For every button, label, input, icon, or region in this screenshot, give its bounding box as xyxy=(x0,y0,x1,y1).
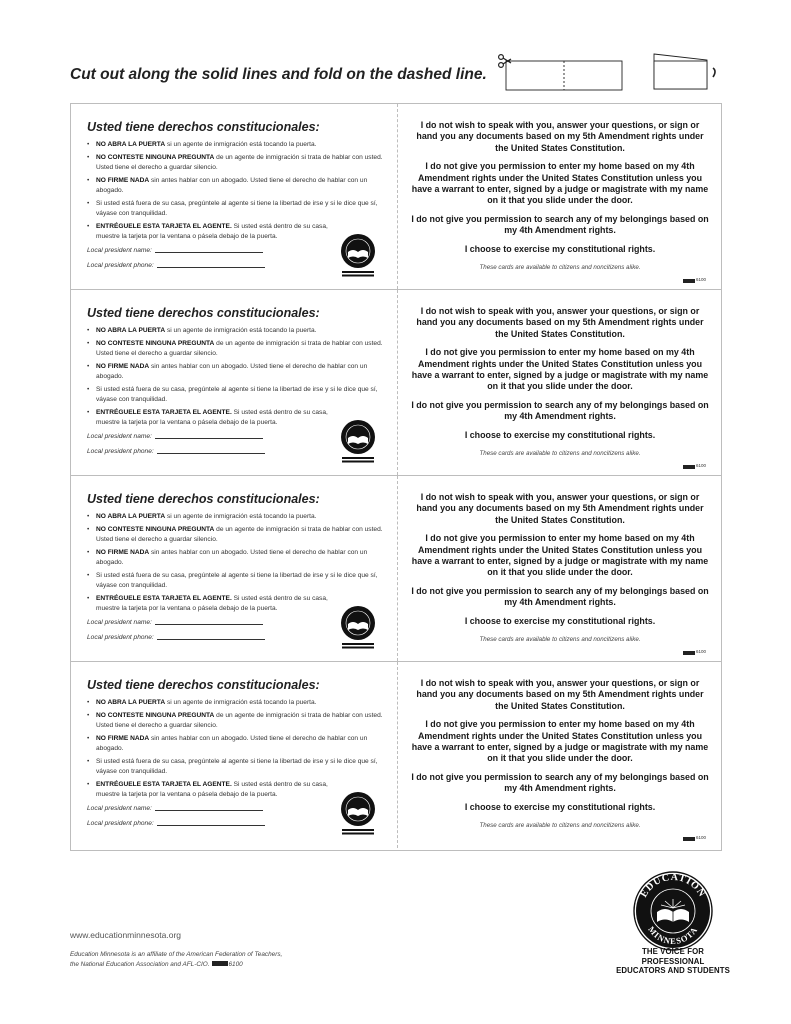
statement-exercise-rights: I choose to exercise my constitutional rights. xyxy=(464,615,656,626)
statement-5th-amendment: I do not wish to speak with you, answer your questions, or sign or hand you any documents based on my 5th Amendment rights under the United States Constitution. xyxy=(416,306,704,339)
president-name-field: Local president name: xyxy=(87,805,387,815)
president-name-field: Local president name: xyxy=(87,247,387,257)
education-minnesota-seal xyxy=(333,416,383,466)
statement-4th-amendment-home: I do not give you permission to enter my home based on my 4th Amendment rights under the United States Constitution unless you have a warrant to enter, signed by a judge or magistrate with my name on it that you slide under the door. xyxy=(411,719,709,764)
rights-card xyxy=(71,104,721,290)
right-item: • NO CONTESTE NINGUNA PREGUNTA de un agente de inmigración si trata de hablar con usted. Usted tiene el derecho a guardar silencio. xyxy=(87,525,387,545)
rights-card xyxy=(71,662,721,848)
statement-4th-amendment-search: I do not give you permission to search any of my belongings based on my 4th Amendment rights. xyxy=(411,771,709,794)
union-number: 6100 xyxy=(696,463,707,468)
right-item: • ENTRÉGUELE ESTA TARJETA EL AGENTE. Si usted está dentro de su casa, muestre la tarjeta por la ventana o pásela debajo de la puerta. xyxy=(87,222,328,242)
rights-list xyxy=(87,326,387,428)
card-english-side xyxy=(409,306,711,466)
president-phone-field: Local president phone: xyxy=(87,634,387,644)
statement-4th-amendment-home: I do not give you permission to enter my home based on my 4th Amendment rights under the United States Constitution unless you have a warrant to enter, signed by a judge or magistrate with my name on it that you slide under the door. xyxy=(411,347,709,392)
right-item: • Si usted está fuera de su casa, pregúntele al agente si tiene la libertad de irse y si le dice que sí, váyase con tranquilidad. xyxy=(87,757,387,777)
rights-list xyxy=(87,512,387,614)
right-item: • Si usted está fuera de su casa, pregúntele al agente si tiene la libertad de irse y si le dice que sí, váyase con tranquilidad. xyxy=(87,385,387,405)
right-item: • NO ABRA LA PUERTA si un agente de inmigración está tocando la puerta. xyxy=(87,512,387,522)
logo-tagline: THE VOICE FOR PROFESSIONAL EDUCATORS AND STUDENTS xyxy=(616,947,730,975)
rights-list xyxy=(87,140,387,242)
union-bug xyxy=(683,465,695,469)
union-bug xyxy=(683,651,695,655)
affiliation-text: Education Minnesota is an affiliate of the American Federation of Teachers, the National Education Association and AFL-CIO. 6100 xyxy=(70,951,283,968)
statement-4th-amendment-home: I do not give you permission to enter my home based on my 4th Amendment rights under the United States Constitution unless you have a warrant to enter, signed by a judge or magistrate with my name on it that you slide under the door. xyxy=(411,533,709,578)
statement-exercise-rights: I choose to exercise my constitutional rights. xyxy=(464,429,656,440)
right-item: • NO ABRA LA PUERTA si un agente de inmigración está tocando la puerta. xyxy=(87,326,387,336)
president-phone-field: Local president phone: xyxy=(87,262,387,272)
education-minnesota-seal xyxy=(333,230,383,280)
president-name-field: Local president name: xyxy=(87,433,387,443)
fold-line xyxy=(397,290,398,475)
card-english-side xyxy=(409,492,711,652)
right-item: • ENTRÉGUELE ESTA TARJETA EL AGENTE. Si usted está dentro de su casa, muestre la tarjeta por la ventana o pásela debajo de la puerta. xyxy=(87,408,328,428)
president-name-field: Local president name: xyxy=(87,619,387,629)
right-item: • NO CONTESTE NINGUNA PREGUNTA de un agente de inmigración si trata de hablar con usted. Usted tiene el derecho a guardar silencio. xyxy=(87,711,387,731)
right-item: • ENTRÉGUELE ESTA TARJETA EL AGENTE. Si usted está dentro de su casa, muestre la tarjeta por la ventana o pásela debajo de la puerta. xyxy=(87,594,328,614)
card-title: Usted tiene derechos constitucionales: xyxy=(87,678,320,692)
card-title: Usted tiene derechos constitucionales: xyxy=(87,120,320,134)
statement-5th-amendment: I do not wish to speak with you, answer your questions, or sign or hand you any documents based on my 5th Amendment rights under the United States Constitution. xyxy=(416,120,704,153)
president-phone-field: Local president phone: xyxy=(87,820,387,830)
availability-note: These cards are available to citizens and noncitizens alike. xyxy=(479,636,641,644)
statement-exercise-rights: I choose to exercise my constitutional rights. xyxy=(464,801,656,812)
statement-4th-amendment-search: I do not give you permission to search any of my belongings based on my 4th Amendment rights. xyxy=(411,399,709,422)
president-phone-field: Local president phone: xyxy=(87,448,387,458)
page-footer xyxy=(70,930,370,970)
union-number: 6100 xyxy=(696,277,707,282)
cut-fold-instruction: Cut out along the solid lines and fold on the dashed line. xyxy=(70,66,487,83)
union-number: 6100 xyxy=(696,649,707,654)
card-sheet xyxy=(70,103,722,851)
right-item: • NO ABRA LA PUERTA si un agente de inmigración está tocando la puerta. xyxy=(87,140,387,150)
statement-4th-amendment-home: I do not give you permission to enter my home based on my 4th Amendment rights under the United States Constitution unless you have a warrant to enter, signed by a judge or magistrate with my name on it that you slide under the door. xyxy=(411,161,709,206)
right-item: • NO FIRME NADA sin antes hablar con un abogado. Usted tiene el derecho de hablar con un abogado. xyxy=(87,362,387,382)
availability-note: These cards are available to citizens and noncitizens alike. xyxy=(479,264,641,272)
education-minnesota-seal xyxy=(333,602,383,652)
statement-4th-amendment-search: I do not give you permission to search any of my belongings based on my 4th Amendment rights. xyxy=(411,213,709,236)
card-english-side xyxy=(409,678,711,838)
statement-5th-amendment: I do not wish to speak with you, answer your questions, or sign or hand you any documents based on my 5th Amendment rights under the United States Constitution. xyxy=(416,492,704,525)
fold-line xyxy=(397,662,398,848)
scissors-fold-illustration xyxy=(497,47,727,95)
website-link[interactable]: www.educationminnesota.org xyxy=(70,930,182,940)
fold-line xyxy=(397,476,398,661)
right-item: • NO CONTESTE NINGUNA PREGUNTA de un agente de inmigración si trata de hablar con usted. Usted tiene el derecho a guardar silencio. xyxy=(87,153,387,173)
right-item: • NO FIRME NADA sin antes hablar con un abogado. Usted tiene el derecho de hablar con un abogado. xyxy=(87,548,387,568)
right-item: • NO FIRME NADA sin antes hablar con un abogado. Usted tiene el derecho de hablar con un abogado. xyxy=(87,734,387,754)
right-item: • Si usted está fuera de su casa, pregúntele al agente si tiene la libertad de irse y si le dice que sí, váyase con tranquilidad. xyxy=(87,199,387,219)
rights-card xyxy=(71,476,721,662)
availability-note: These cards are available to citizens and noncitizens alike. xyxy=(479,450,641,458)
education-minnesota-seal xyxy=(333,788,383,838)
cut-fold-diagram xyxy=(497,47,727,95)
svg-text:EDUCATION: EDUCATION xyxy=(638,871,708,900)
right-item: • Si usted está fuera de su casa, pregúntele al agente si tiene la libertad de irse y si le dice que sí, váyase con tranquilidad. xyxy=(87,571,387,591)
right-item: • NO CONTESTE NINGUNA PREGUNTA de un agente de inmigración si trata de hablar con usted. Usted tiene el derecho a guardar silencio. xyxy=(87,339,387,359)
union-bug xyxy=(683,279,695,283)
card-title: Usted tiene derechos constitucionales: xyxy=(87,492,320,506)
statement-exercise-rights: I choose to exercise my constitutional rights. xyxy=(464,243,656,254)
svg-text:MINNESOTA: MINNESOTA xyxy=(646,924,700,947)
right-item: • NO FIRME NADA sin antes hablar con un abogado. Usted tiene el derecho de hablar con un abogado. xyxy=(87,176,387,196)
statement-5th-amendment: I do not wish to speak with you, answer your questions, or sign or hand you any documents based on my 5th Amendment rights under the United States Constitution. xyxy=(416,678,704,711)
union-bug xyxy=(212,961,228,966)
rights-list xyxy=(87,698,387,800)
folded-card-icon xyxy=(654,54,707,89)
availability-note: These cards are available to citizens and noncitizens alike. xyxy=(479,822,641,830)
fold-line xyxy=(397,104,398,289)
union-number: 6100 xyxy=(696,835,707,840)
right-item: • NO ABRA LA PUERTA si un agente de inmigración está tocando la puerta. xyxy=(87,698,387,708)
fold-arrow-icon xyxy=(713,68,715,77)
right-item: • ENTRÉGUELE ESTA TARJETA EL AGENTE. Si usted está dentro de su casa, muestre la tarjeta por la ventana o pásela debajo de la puerta. xyxy=(87,780,328,800)
card-title: Usted tiene derechos constitucionales: xyxy=(87,306,320,320)
statement-4th-amendment-search: I do not give you permission to search any of my belongings based on my 4th Amendment rights. xyxy=(411,585,709,608)
union-bug xyxy=(683,837,695,841)
card-english-side xyxy=(409,120,711,280)
rights-card xyxy=(71,290,721,476)
